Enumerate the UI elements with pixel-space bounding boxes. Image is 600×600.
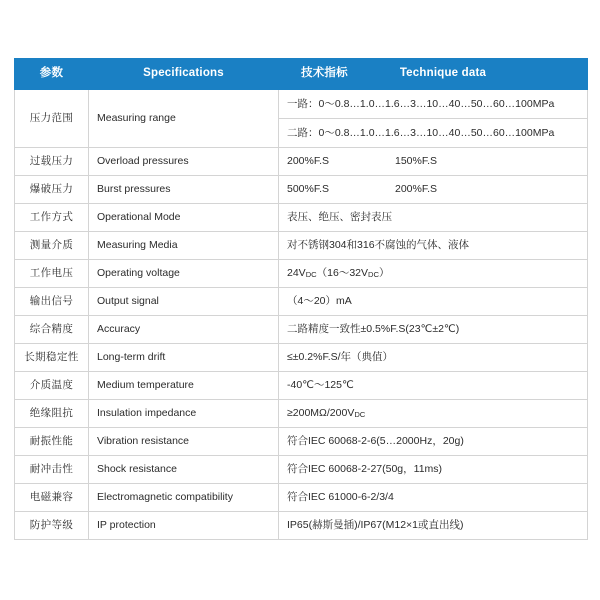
table-row xyxy=(15,372,588,400)
voltage-range-open: （16～32V xyxy=(316,267,369,280)
row-param-long-term-drift: 长期稳定性 xyxy=(15,344,89,372)
table-row xyxy=(15,484,588,512)
row-value-shock-resistance: 符合IEC 60068-2-27(50g，11ms) xyxy=(279,456,588,484)
row-value-burst-pressures xyxy=(279,176,588,204)
voltage-range-subscript: DC xyxy=(368,270,379,280)
column-header-technique-data xyxy=(279,59,588,90)
column-header-technique-cn: 技术指标 xyxy=(301,67,348,80)
row-spec-long-term-drift: Long-term drift xyxy=(89,344,279,372)
burst-value-primary: 500%F.S xyxy=(287,183,330,196)
row-param-vibration-resistance: 耐振性能 xyxy=(15,428,89,456)
row-value-measuring-range-line1: 一路：0～0.8…1.0…1.6…3…10…40…50…60…100MPa xyxy=(279,90,588,119)
table-body xyxy=(15,90,588,540)
row-param-operational-mode: 工作方式 xyxy=(15,204,89,232)
row-spec-vibration-resistance: Vibration resistance xyxy=(89,428,279,456)
overload-value-primary: 200%F.S xyxy=(287,155,330,168)
table-row xyxy=(15,260,588,288)
table-row xyxy=(15,316,588,344)
voltage-nominal-subscript: DC xyxy=(305,270,317,280)
row-value-measuring-range-line2: 二路：0～0.8…1.0…1.6…3…10…40…50…60…100MPa xyxy=(279,119,588,148)
row-value-accuracy: 二路精度一致性±0.5%F.S(23℃±2℃) xyxy=(279,316,588,344)
table-row xyxy=(15,176,588,204)
row-spec-medium-temperature: Medium temperature xyxy=(89,372,279,400)
table-row xyxy=(15,512,588,540)
value-pair-burst xyxy=(287,182,579,196)
impedance-value: ≥200MΩ/200V xyxy=(287,407,355,420)
table-row xyxy=(15,204,588,232)
row-value-output-signal: （4～20）mA xyxy=(279,288,588,316)
spec-table-container xyxy=(14,58,587,540)
row-spec-emc: Electromagnetic compatibility xyxy=(89,484,279,512)
table-row xyxy=(15,232,588,260)
row-value-insulation-impedance xyxy=(279,400,588,428)
header-row xyxy=(15,59,588,90)
row-param-operating-voltage: 工作电压 xyxy=(15,260,89,288)
burst-value-secondary: 200%F.S xyxy=(395,183,438,196)
row-value-vibration-resistance: 符合IEC 60068-2-6(5…2000Hz，20g) xyxy=(279,428,588,456)
row-param-measuring-range: 压力范围 xyxy=(15,90,89,148)
row-value-operating-voltage xyxy=(279,260,588,288)
row-param-emc: 电磁兼容 xyxy=(15,484,89,512)
row-param-insulation-impedance: 绝缘阻抗 xyxy=(15,400,89,428)
row-spec-shock-resistance: Shock resistance xyxy=(89,456,279,484)
row-spec-output-signal: Output signal xyxy=(89,288,279,316)
row-spec-operational-mode: Operational Mode xyxy=(89,204,279,232)
table-row xyxy=(15,400,588,428)
row-value-ip-protection: IP65(赫斯曼插)/IP67(M12×1或直出线) xyxy=(279,512,588,540)
table-row xyxy=(15,456,588,484)
column-header-parameter: 参数 xyxy=(15,59,89,90)
technical-specification-table xyxy=(14,58,588,540)
value-pair-overload xyxy=(287,154,579,168)
column-header-technique-inner xyxy=(279,66,579,82)
row-value-emc: 符合IEC 61000-6-2/3/4 xyxy=(279,484,588,512)
row-spec-measuring-range: Measuring range xyxy=(89,90,279,148)
row-param-measuring-media: 测量介质 xyxy=(15,232,89,260)
row-value-medium-temperature: -40℃～125℃ xyxy=(279,372,588,400)
row-spec-overload-pressures: Overload pressures xyxy=(89,148,279,176)
row-spec-accuracy: Accuracy xyxy=(89,316,279,344)
row-value-measuring-media: 对不锈钢304和316不腐蚀的气体、液体 xyxy=(279,232,588,260)
row-spec-measuring-media: Measuring Media xyxy=(89,232,279,260)
table-row xyxy=(15,148,588,176)
row-spec-insulation-impedance: Insulation impedance xyxy=(89,400,279,428)
row-value-operational-mode: 表压、绝压、密封表压 xyxy=(279,204,588,232)
row-spec-burst-pressures: Burst pressures xyxy=(89,176,279,204)
row-value-long-term-drift: ≤±0.2%F.S/年（典值） xyxy=(279,344,588,372)
row-param-shock-resistance: 耐冲击性 xyxy=(15,456,89,484)
row-param-burst-pressures: 爆破压力 xyxy=(15,176,89,204)
row-param-accuracy: 综合精度 xyxy=(15,316,89,344)
impedance-subscript: DC xyxy=(354,410,366,420)
voltage-nominal: 24V xyxy=(287,267,306,280)
row-param-output-signal: 输出信号 xyxy=(15,288,89,316)
row-spec-operating-voltage: Operating voltage xyxy=(89,260,279,288)
column-header-technique-en: Technique data xyxy=(399,67,487,80)
row-value-overload-pressures xyxy=(279,148,588,176)
row-param-ip-protection: 防护等级 xyxy=(15,512,89,540)
table-row xyxy=(15,428,588,456)
row-param-medium-temperature: 介质温度 xyxy=(15,372,89,400)
row-spec-ip-protection: IP protection xyxy=(89,512,279,540)
table-row xyxy=(15,90,588,119)
table-row xyxy=(15,344,588,372)
overload-value-secondary: 150%F.S xyxy=(395,155,438,168)
table-row xyxy=(15,288,588,316)
table-header xyxy=(15,59,588,90)
voltage-range-close: ） xyxy=(379,267,390,280)
column-header-specifications: Specifications xyxy=(89,59,279,90)
row-param-overload-pressures: 过载压力 xyxy=(15,148,89,176)
